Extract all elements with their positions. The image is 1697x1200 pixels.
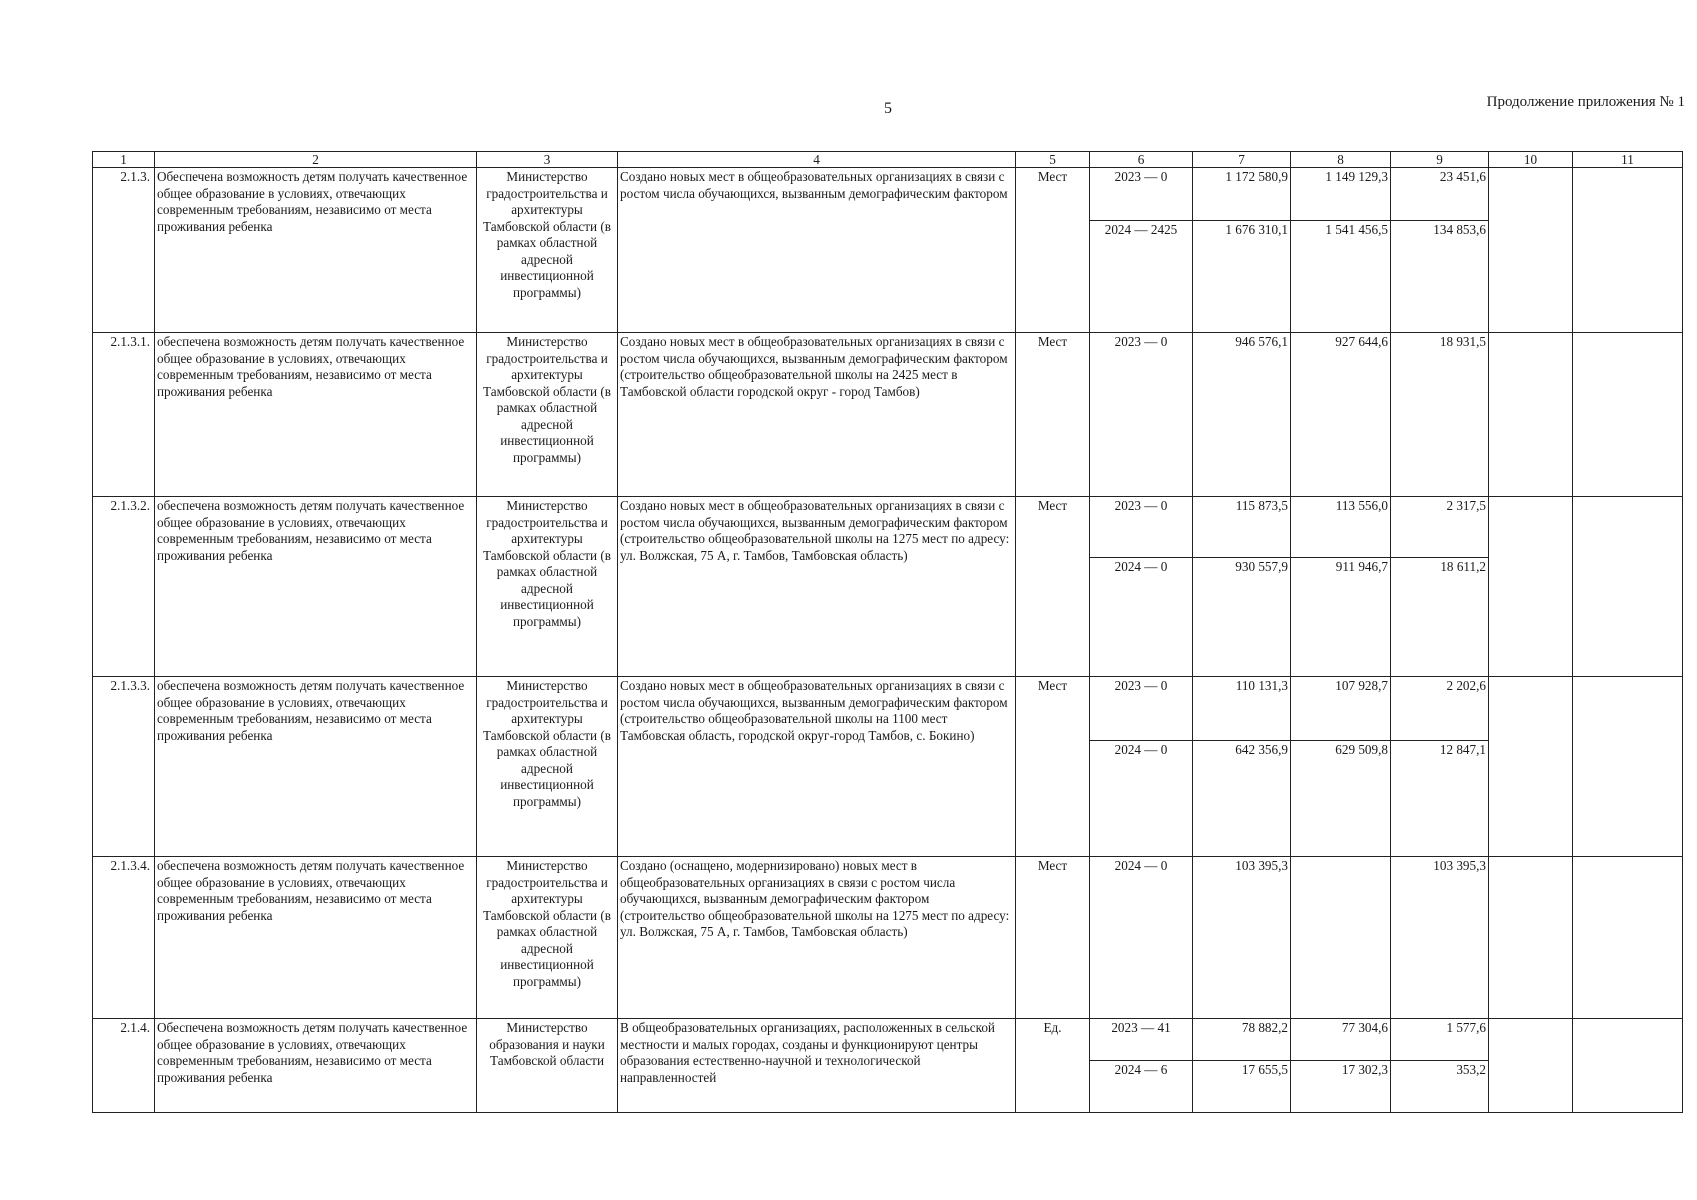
- empty-cell: [1573, 1019, 1683, 1113]
- executor-cell: Министерство градостроительства и архитектуры Тамбовской области (в рамках областной адресной инвестиционной программы): [477, 857, 618, 1019]
- table-header-row: [93, 152, 1683, 168]
- result-cell: Создано (оснащено, модернизировано) новых мест в общеобразовательных организациях в связи с ростом числа обучающихся, вызванным демографическим фактором (строительство общеобразовательной школы на 1275 мест по адресу: ул. Волжская, 75 А, г. Тамбов, Тамбовская область): [618, 857, 1016, 1019]
- total-cell: 642 356,9: [1193, 741, 1291, 857]
- result-cell: В общеобразовательных организациях, расположенных в сельской местности и малых городах, созданы и функционируют центры образования естественно-научной и технологической направленностей: [618, 1019, 1016, 1113]
- result-cell: Создано новых мест в общеобразовательных организациях в связи с ростом числа обучающихся, вызванным демографическим фактором: [618, 168, 1016, 333]
- empty-cell: [1573, 497, 1683, 677]
- federal-cell: 113 556,0: [1291, 497, 1391, 558]
- goal-cell: Обеспечена возможность детям получать качественное общее образование в условиях, отвечающих современным требованиям, независимо от места проживания ребенка: [155, 1019, 477, 1113]
- total-cell: 1 676 310,1: [1193, 221, 1291, 333]
- year-cell: 2024 — 6: [1090, 1061, 1193, 1113]
- regional-cell: 12 847,1: [1391, 741, 1489, 857]
- empty-cell: [1573, 677, 1683, 857]
- goal-cell: обеспечена возможность детям получать качественное общее образование в условиях, отвечающих современным требованиям, независимо от места проживания ребенка: [155, 677, 477, 857]
- empty-cell: [1489, 168, 1573, 333]
- regional-cell: 353,2: [1391, 1061, 1489, 1113]
- federal-cell: 17 302,3: [1291, 1061, 1391, 1113]
- empty-cell: [1489, 857, 1573, 1019]
- executor-cell: Министерство градостроительства и архитектуры Тамбовской области (в рамках областной адресной инвестиционной программы): [477, 168, 618, 333]
- header-cell: 11: [1573, 152, 1683, 168]
- goal-cell: обеспечена возможность детям получать качественное общее образование в условиях, отвечающих современным требованиям, независимо от места проживания ребенка: [155, 333, 477, 497]
- executor-cell: Министерство градостроительства и архитектуры Тамбовской области (в рамках областной адресной инвестиционной программы): [477, 497, 618, 677]
- result-cell: Создано новых мест в общеобразовательных организациях в связи с ростом числа обучающихся, вызванным демографическим фактором (строительство общеобразовательной школы на 1100 мест Тамбовская область, городской округ-город Тамбов, с. Бокино): [618, 677, 1016, 857]
- executor-cell: Министерство образования и науки Тамбовской области: [477, 1019, 618, 1113]
- item-number: 2.1.3.: [93, 168, 155, 333]
- federal-cell: 927 644,6: [1291, 333, 1391, 497]
- total-cell: 115 873,5: [1193, 497, 1291, 558]
- empty-cell: [1573, 333, 1683, 497]
- federal-cell: [1291, 857, 1391, 1019]
- empty-cell: [1489, 333, 1573, 497]
- empty-cell: [1573, 168, 1683, 333]
- header-cell: 2: [155, 152, 477, 168]
- header-cell: 4: [618, 152, 1016, 168]
- unit-cell: Мест: [1016, 333, 1090, 497]
- year-cell: 2024 — 0: [1090, 741, 1193, 857]
- item-number: 2.1.3.2.: [93, 497, 155, 677]
- total-cell: 1 172 580,9: [1193, 168, 1291, 221]
- year-cell: 2023 — 0: [1090, 677, 1193, 741]
- executor-cell: Министерство градостроительства и архитектуры Тамбовской области (в рамках областной адресной инвестиционной программы): [477, 333, 618, 497]
- unit-cell: Ед.: [1016, 1019, 1090, 1113]
- table-row: [93, 1019, 1683, 1061]
- year-cell: 2024 — 2425: [1090, 221, 1193, 333]
- regional-cell: 18 931,5: [1391, 333, 1489, 497]
- result-cell: Создано новых мест в общеобразовательных организациях в связи с ростом числа обучающихся, вызванным демографическим фактором (строительство общеобразовательной школы на 1275 мест по адресу: ул. Волжская, 75 А, г. Тамбов, Тамбовская область): [618, 497, 1016, 677]
- year-cell: 2024 — 0: [1090, 558, 1193, 677]
- regional-cell: 2 317,5: [1391, 497, 1489, 558]
- table-row: [93, 857, 1683, 1019]
- total-cell: 946 576,1: [1193, 333, 1291, 497]
- header-cell: 10: [1489, 152, 1573, 168]
- regional-cell: 1 577,6: [1391, 1019, 1489, 1061]
- header-cell: 8: [1291, 152, 1391, 168]
- header-cell: 1: [93, 152, 155, 168]
- header-cell: 9: [1391, 152, 1489, 168]
- federal-cell: 911 946,7: [1291, 558, 1391, 677]
- program-table: [92, 151, 1683, 1113]
- total-cell: 103 395,3: [1193, 857, 1291, 1019]
- empty-cell: [1573, 857, 1683, 1019]
- goal-cell: Обеспечена возможность детям получать качественное общее образование в условиях, отвечающих современным требованиям, независимо от места проживания ребенка: [155, 168, 477, 333]
- total-cell: 78 882,2: [1193, 1019, 1291, 1061]
- page-number: 5: [884, 100, 892, 117]
- result-cell: Создано новых мест в общеобразовательных организациях в связи с ростом числа обучающихся, вызванным демографическим фактором (строительство общеобразовательной школы на 2425 мест в Тамбовской области городской округ - город Тамбов): [618, 333, 1016, 497]
- item-number: 2.1.3.4.: [93, 857, 155, 1019]
- unit-cell: Мест: [1016, 168, 1090, 333]
- empty-cell: [1489, 1019, 1573, 1113]
- table-row: [93, 497, 1683, 558]
- header-cell: 6: [1090, 152, 1193, 168]
- header-cell: 7: [1193, 152, 1291, 168]
- unit-cell: Мест: [1016, 857, 1090, 1019]
- header-cell: 5: [1016, 152, 1090, 168]
- appendix-note: Продолжение приложения № 1: [1486, 94, 1685, 110]
- year-cell: 2023 — 0: [1090, 497, 1193, 558]
- federal-cell: 107 928,7: [1291, 677, 1391, 741]
- regional-cell: 18 611,2: [1391, 558, 1489, 677]
- empty-cell: [1489, 677, 1573, 857]
- empty-cell: [1489, 497, 1573, 677]
- unit-cell: Мест: [1016, 677, 1090, 857]
- year-cell: 2024 — 0: [1090, 857, 1193, 1019]
- header-cell: 3: [477, 152, 618, 168]
- regional-cell: 134 853,6: [1391, 221, 1489, 333]
- item-number: 2.1.3.1.: [93, 333, 155, 497]
- goal-cell: обеспечена возможность детям получать качественное общее образование в условиях, отвечающих современным требованиям, независимо от места проживания ребенка: [155, 497, 477, 677]
- total-cell: 17 655,5: [1193, 1061, 1291, 1113]
- regional-cell: 23 451,6: [1391, 168, 1489, 221]
- table-row: [93, 168, 1683, 221]
- table-row: [93, 677, 1683, 741]
- year-cell: 2023 — 0: [1090, 168, 1193, 221]
- table-row: [93, 333, 1683, 497]
- federal-cell: 1 149 129,3: [1291, 168, 1391, 221]
- federal-cell: 629 509,8: [1291, 741, 1391, 857]
- regional-cell: 103 395,3: [1391, 857, 1489, 1019]
- year-cell: 2023 — 41: [1090, 1019, 1193, 1061]
- item-number: 2.1.3.3.: [93, 677, 155, 857]
- item-number: 2.1.4.: [93, 1019, 155, 1113]
- regional-cell: 2 202,6: [1391, 677, 1489, 741]
- goal-cell: обеспечена возможность детям получать качественное общее образование в условиях, отвечающих современным требованиям, независимо от места проживания ребенка: [155, 857, 477, 1019]
- federal-cell: 77 304,6: [1291, 1019, 1391, 1061]
- total-cell: 930 557,9: [1193, 558, 1291, 677]
- year-cell: 2023 — 0: [1090, 333, 1193, 497]
- executor-cell: Министерство градостроительства и архитектуры Тамбовской области (в рамках областной адресной инвестиционной программы): [477, 677, 618, 857]
- unit-cell: Мест: [1016, 497, 1090, 677]
- federal-cell: 1 541 456,5: [1291, 221, 1391, 333]
- total-cell: 110 131,3: [1193, 677, 1291, 741]
